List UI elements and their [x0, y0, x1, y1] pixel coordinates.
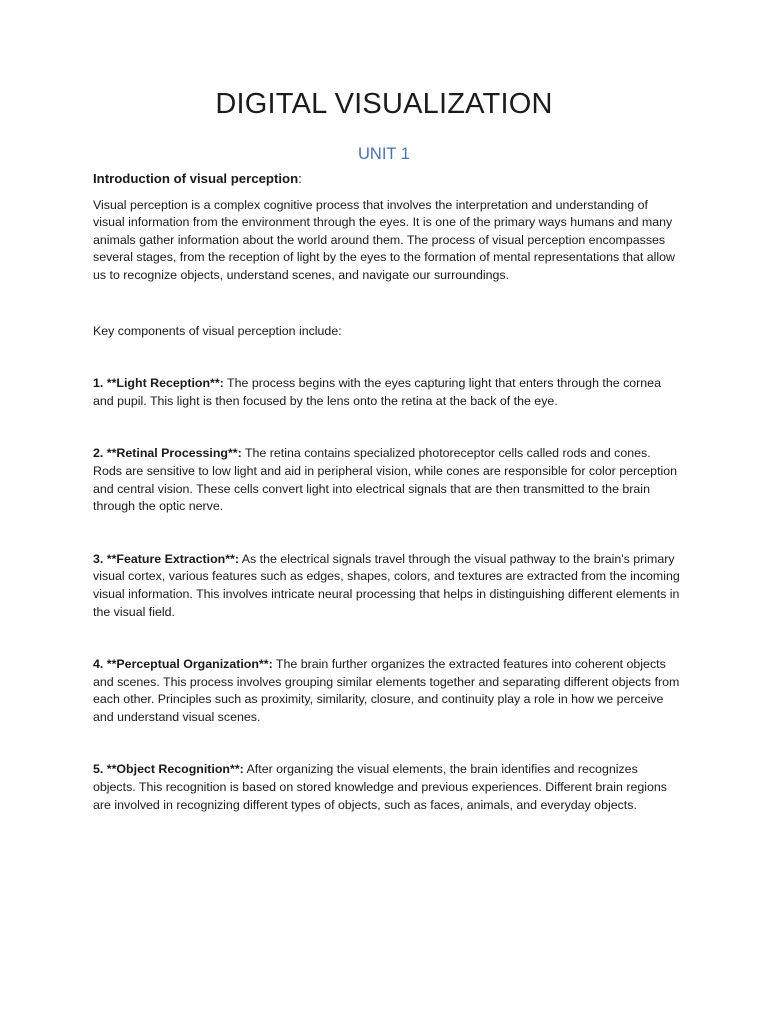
list-item-label: 3. **Feature Extraction**:: [93, 551, 239, 566]
list-item-text: The brain further organizes the extracted features into coherent objects and scenes. This process involves grouping similar elements together and separating different objects from each other. Principles such as proximity, similarity, closure, and continuity play a role in how we perceive and understand visual scenes.: [93, 657, 680, 724]
list-item: [93, 375, 683, 410]
list-item-text: As the electrical signals travel through the visual pathway to the brain's primary visual cortex, various features such as edges, shapes, colors, and textures are extracted from the incoming visual information. This involves intricate neural processing that helps in distinguishing different elements in the visual field.: [93, 551, 680, 619]
list-item-text: The process begins with the eyes capturing light that enters through the cornea and pupil. This light is then focused by the lens onto the retina at the back of the eye.: [93, 376, 661, 408]
document-body: [93, 170, 683, 814]
list-item: [93, 445, 683, 515]
document-title: DIGITAL VISUALIZATION: [215, 88, 553, 120]
list-item-label: 1. **Light Reception**:: [93, 376, 224, 391]
list-item-label: 2. **Retinal Processing**:: [93, 446, 242, 461]
list-item: [93, 551, 683, 621]
intro-paragraph: Visual perception is a complex cognitive process that involves the interpretation and understanding of visual information from the environment through the eyes. It is one of the primary ways humans and many animals gather information about the world around them. The process of visual perception encompasses several stages, from the reception of light by the eyes to the formation of mental representations that allow us to recognize objects, understand scenes, and navigate our surroundings.: [93, 197, 675, 282]
intro-heading-colon: :: [298, 171, 302, 186]
list-item-text: The retina contains specialized photoreceptor cells called rods and cones. Rods are sensitive to low light and aid in peripheral vision, while cones are responsible for color perception and central vision. These cells convert light into electrical signals that are then transmitted to the brain through the optic nerve.: [93, 446, 678, 514]
list-item: [93, 656, 683, 726]
list-item-text: After organizing the visual elements, the brain identifies and recognizes objects. This recognition is based on stored knowledge and previous experiences. Different brain regions are involved in recognizing different types of objects, such as faces, animals, and everyday objects.: [93, 762, 667, 812]
list-item-label: 4. **Perceptual Organization**:: [93, 657, 273, 672]
intro-heading: [93, 170, 683, 188]
list-item: [93, 761, 683, 814]
list-item-label: 5. **Object Recognition**:: [93, 762, 244, 777]
unit-heading: UNIT 1: [358, 145, 410, 163]
key-components-intro: Key components of visual perception include:: [93, 323, 342, 338]
intro-heading-text: Introduction of visual perception: [93, 171, 299, 186]
